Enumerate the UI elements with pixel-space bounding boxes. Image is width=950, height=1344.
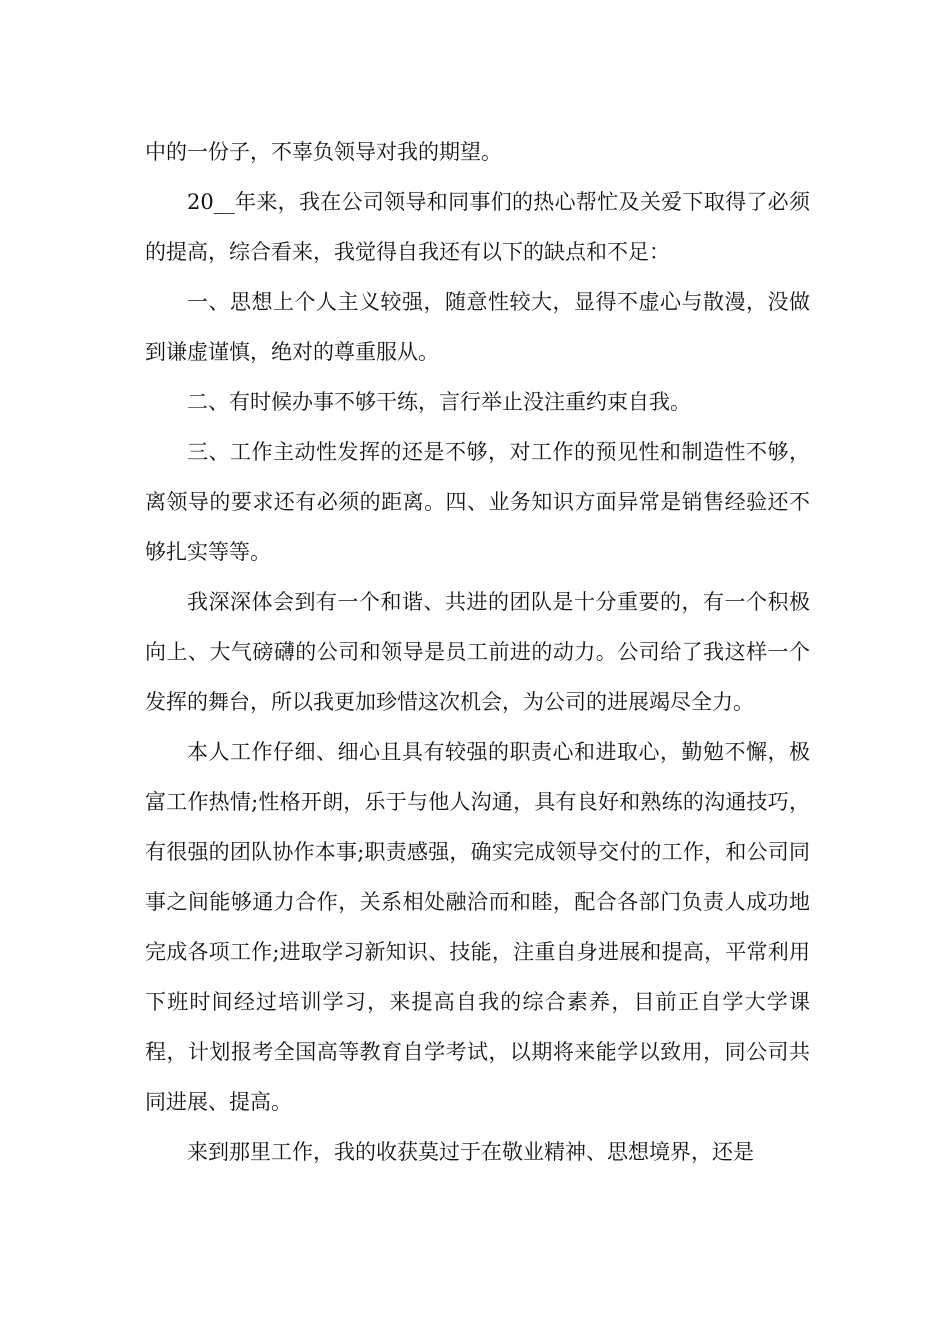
body-text <box>145 127 810 1177</box>
paragraph: 20__年来，我在公司领导和同事们的热心帮忙及关爱下取得了必须的提高，综合看来，我觉得自我还有以下的缺点和不足： <box>145 190 810 264</box>
paragraph: 来到那里工作，我的收获莫过于在敬业精神、思想境界，还是 <box>187 1140 754 1164</box>
paragraph: 三、工作主动性发挥的还是不够，对工作的预见性和制造性不够，离领导的要求还有必须的距离。四、业务知识方面异常是销售经验还不够扎实等等。 <box>145 440 810 564</box>
paragraph: 本人工作仔细、细心且具有较强的职责心和进取心，勤勉不懈，极富工作热情;性格开朗，乐于与他人沟通，具有良好和熟练的沟通技巧，有很强的团队协作本事;职责感强，确实完成领导交付的工作，和公司同事之间能够通力合作，关系相处融洽而和睦，配合各部门负责人成功地完成各项工作;进取学习新知识、技能，注重自身进展和提高，平常利用下班时间经过培训学习，来提高自我的综合素养，目前正自学大学课程，计划报考全国高等教育自学考试，以期将来能学以致用，同公司共同进展、提高。 <box>145 740 810 1114</box>
paragraph: 一、思想上个人主义较强，随意性较大，显得不虚心与散漫，没做到谦虚谨慎，绝对的尊重服从。 <box>145 290 810 364</box>
paragraph: 中的一份子，不辜负领导对我的期望。 <box>145 140 502 164</box>
paragraph: 我深深体会到有一个和谐、共进的团队是十分重要的，有一个积极向上、大气磅礴的公司和领导是员工前进的动力。公司给了我这样一个发挥的舞台，所以我更加珍惜这次机会，为公司的进展竭尽全力。 <box>145 590 810 714</box>
paragraph: 二、有时候办事不够干练，言行举止没注重约束自我。 <box>187 390 691 414</box>
